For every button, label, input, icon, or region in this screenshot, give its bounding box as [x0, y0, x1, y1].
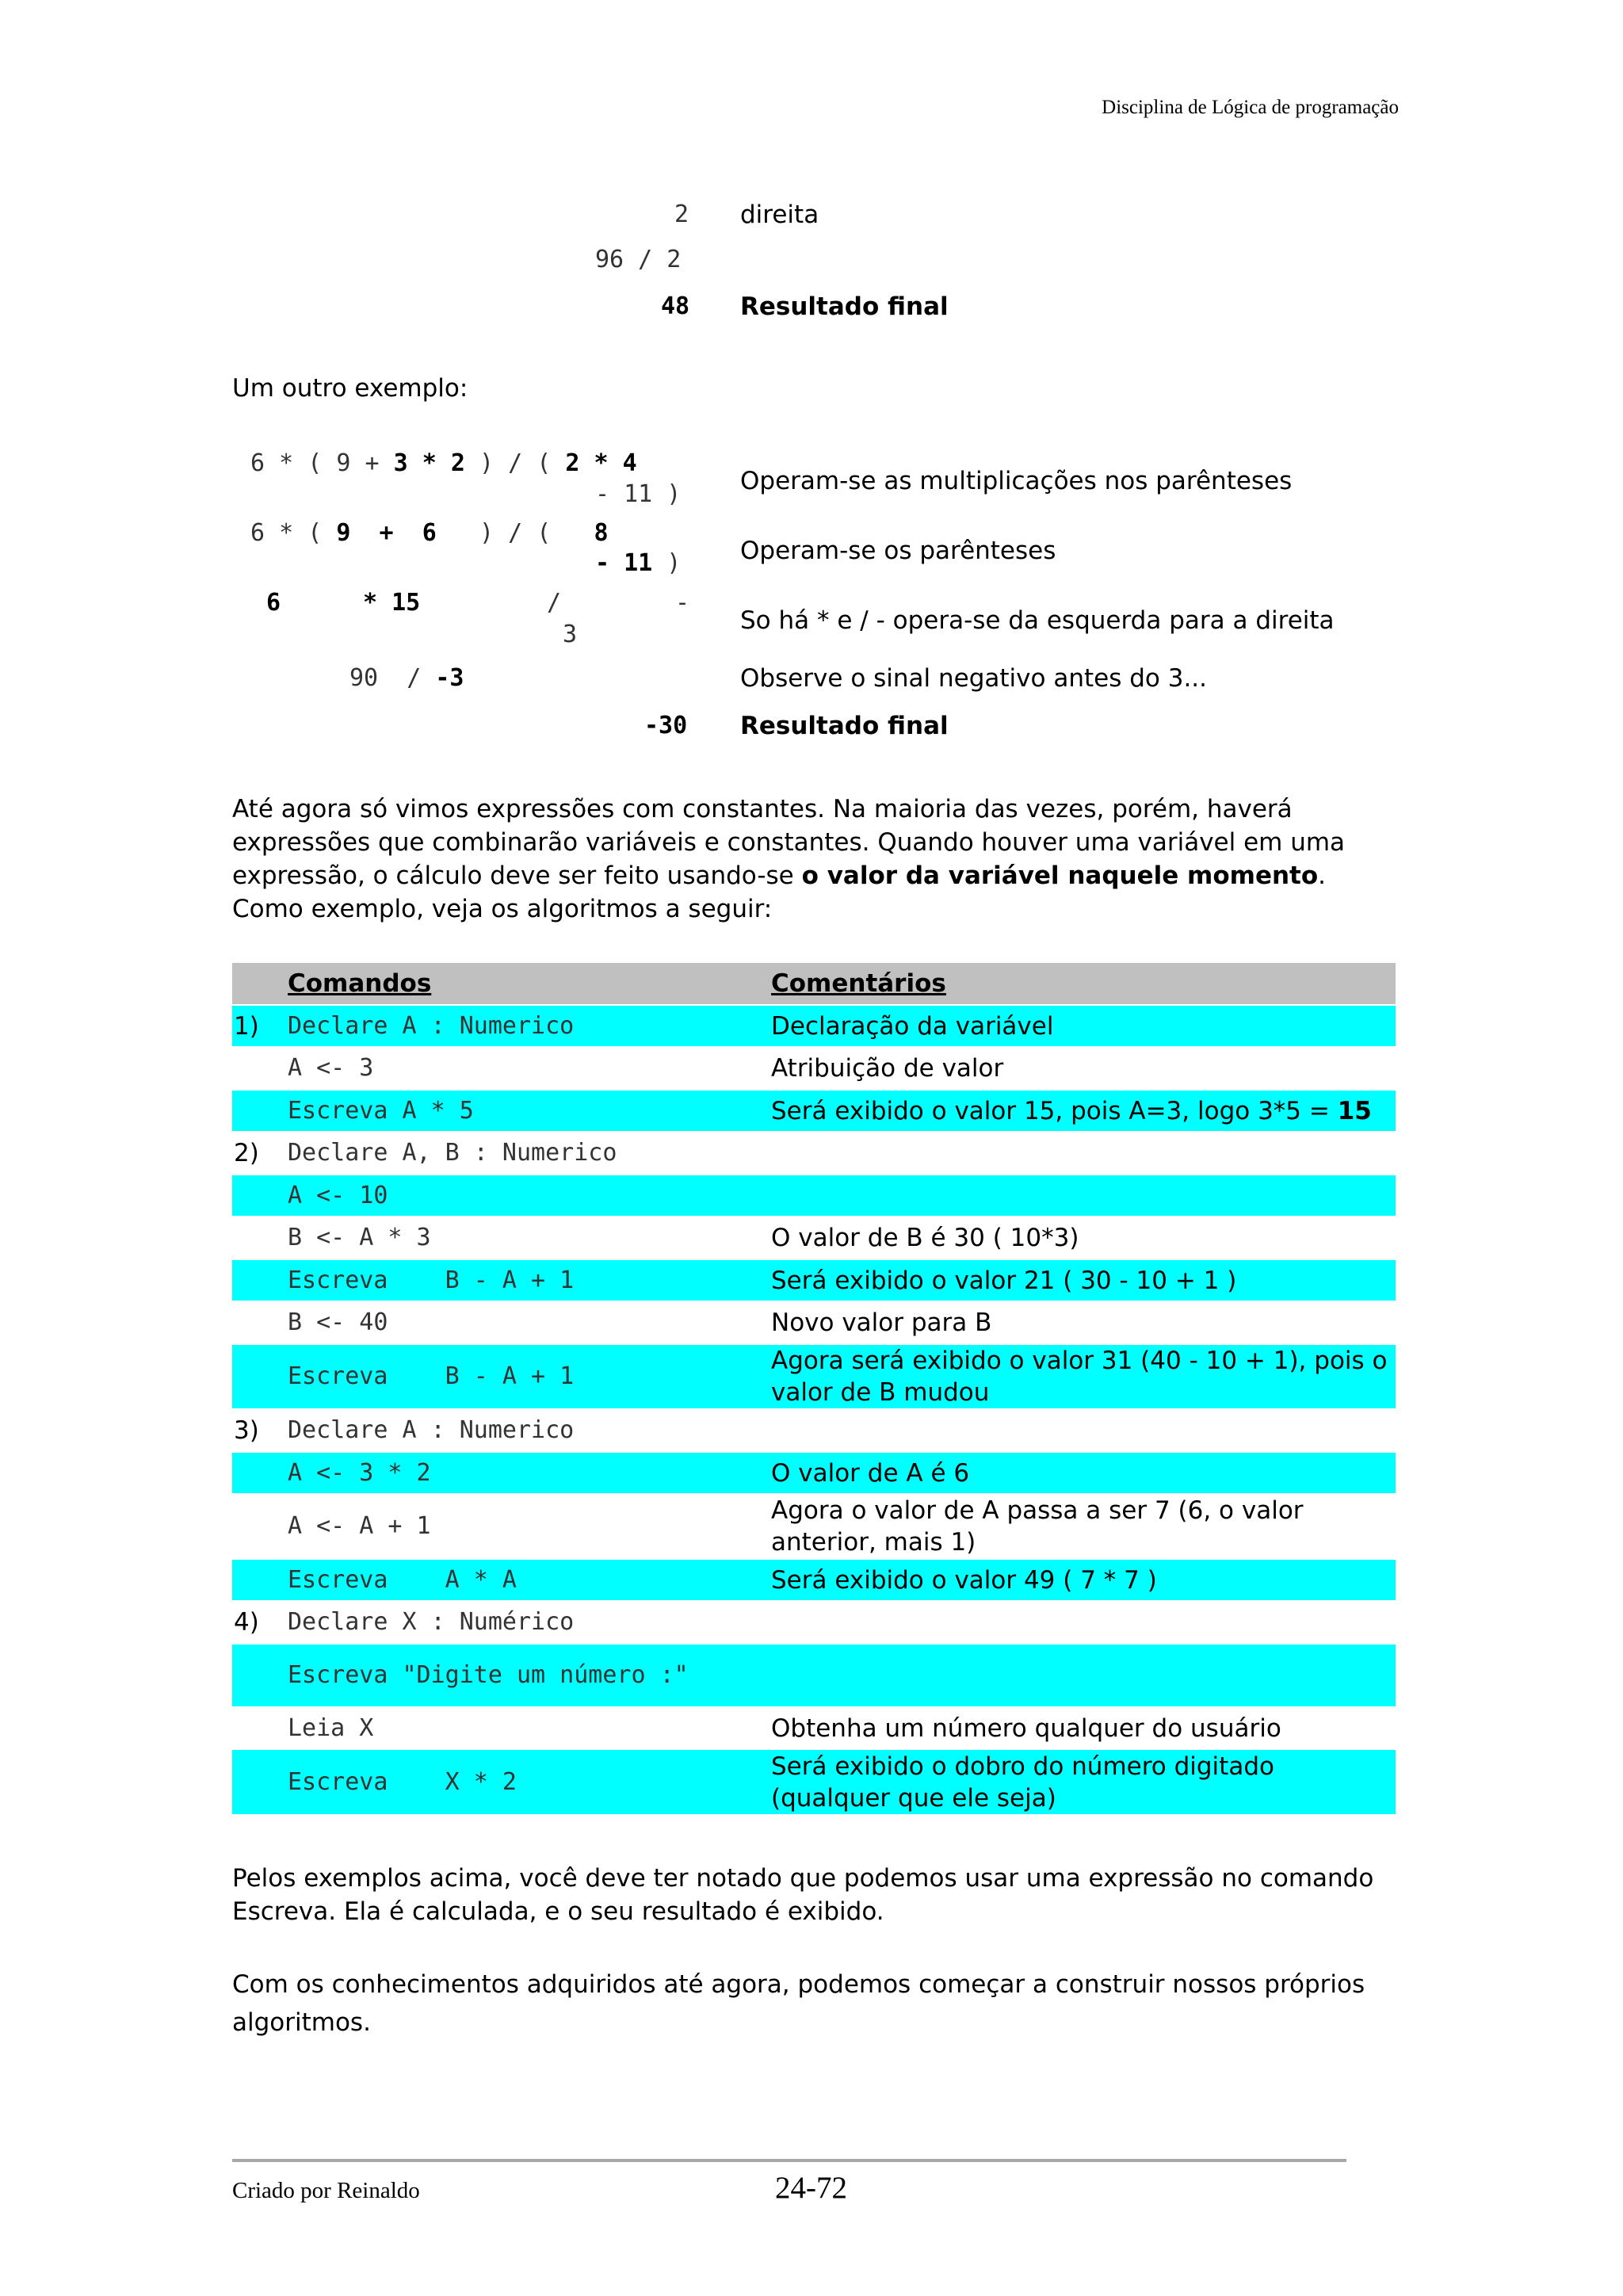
example-row3-d: - [675, 589, 690, 617]
row-number [232, 1175, 285, 1217]
table-row [232, 1644, 1396, 1707]
row-comment [768, 1090, 1396, 1132]
row-comment [768, 1259, 1396, 1301]
row-comment-text: Será exibido o valor 21 ( 30 - 10 + 1 ) [771, 1266, 1237, 1295]
row-comment [768, 1644, 1396, 1707]
row-command: Declare A : Numerico [285, 1005, 768, 1047]
table-row [232, 1175, 1396, 1217]
row-comment-text: O valor de B é 30 ( 10*3) [771, 1224, 1079, 1252]
row-number: 3) [232, 1409, 285, 1452]
example-row3-c: / [547, 589, 562, 617]
row-command: Escreva "Digite um número :" [285, 1644, 768, 1707]
row-comment [768, 1452, 1396, 1494]
conclusion-paragraph-1: Pelos exemplos acima, você deve ter notado que podemos usar uma expressão no comando Escreva. Ela é calculada, e o seu resultado é exibido. [232, 1864, 1374, 1926]
table-row [232, 1749, 1396, 1814]
row-command: Escreva A * A [285, 1559, 768, 1601]
header-title: Disciplina de Lógica de programação [1102, 97, 1399, 118]
row-number [232, 1494, 285, 1559]
row-comment [768, 1047, 1396, 1090]
table-row [232, 1559, 1396, 1601]
row-command: A <- A + 1 [285, 1494, 768, 1559]
row-comment-text: Agora o valor de A passa a ser 7 (6, o valor anterior, mais 1) [771, 1496, 1304, 1557]
row-command: Declare X : Numérico [285, 1601, 768, 1644]
row-number [232, 1707, 285, 1749]
example-row1-expr: 6 * ( 9 + 3 * 2 ) / ( 2 * 4 [250, 449, 637, 477]
row-comment [768, 1707, 1396, 1749]
row-command: Leia X [285, 1707, 768, 1749]
another-example-label: Um outro exemplo: [232, 374, 468, 403]
example-row1-comment: Operam-se as multiplicações nos parênteses [740, 467, 1293, 495]
row-comment [768, 1175, 1396, 1217]
row-comment [768, 1494, 1396, 1559]
row-comment-text: Será exibido o valor 15, pois A=3, logo 3*5 = [771, 1096, 1338, 1125]
commands-table [232, 961, 1396, 1814]
row-command: Escreva A * 5 [285, 1090, 768, 1132]
intro-paragraph: Até agora só vimos expressões com constantes. Na maioria das vezes, porém, haverá expressões que combinarão variáveis e constantes. Quando houver uma variável em uma expressão, o cálculo deve ser feito usando-se o valor da variável naquele momento. Como exemplo, veja os algoritmos a seguir: [232, 795, 1346, 923]
example-row3-b: * 15 [363, 589, 421, 617]
row-comment-bold: 15 [1337, 1096, 1372, 1125]
row-comment [768, 1559, 1396, 1601]
row-number: 2) [232, 1132, 285, 1175]
table-row [232, 1217, 1396, 1259]
top-expr-line2: 96 / 2 [595, 246, 682, 273]
conclusion-paragraph-2: Com os conhecimentos adquiridos até agora, podemos começar a construir nossos próprios algoritmos. [232, 1970, 1365, 2037]
top-comment-line3: Resultado final [740, 292, 949, 321]
row-comment-text: Será exibido o dobro do número digitado (qualquer que ele seja) [771, 1752, 1274, 1813]
example-row5-expr: -30 [644, 712, 688, 739]
row-command: B <- A * 3 [285, 1217, 768, 1259]
table-row [232, 1301, 1396, 1344]
row-command: Declare A : Numerico [285, 1409, 768, 1452]
table-header-row [232, 962, 1396, 1005]
row-number: 1) [232, 1005, 285, 1047]
row-command: Declare A, B : Numerico [285, 1132, 768, 1175]
top-comment-line1: direita [740, 201, 819, 229]
row-comment [768, 1409, 1396, 1452]
row-comment-text: O valor de A é 6 [771, 1458, 970, 1488]
top-expr-line3: 48 [661, 292, 690, 320]
row-number: 4) [232, 1601, 285, 1644]
row-comment [768, 1005, 1396, 1047]
table-row [232, 1409, 1396, 1452]
row-number [232, 1749, 285, 1814]
row-number [232, 1090, 285, 1132]
row-comment [768, 1601, 1396, 1644]
example-row2-expr: 6 * ( 9 + 6 ) / ( 8 [250, 519, 609, 547]
row-command: Escreva B - A + 1 [285, 1259, 768, 1301]
table-row [232, 1047, 1396, 1090]
footer-author: Criado por Reinaldo [232, 2178, 420, 2203]
row-number [232, 1047, 285, 1090]
header-comments: Comentários [768, 962, 1396, 1005]
row-comment [768, 1217, 1396, 1259]
row-command: Escreva X * 2 [285, 1749, 768, 1814]
table-row [232, 1005, 1396, 1047]
example-row2-comment: Operam-se os parênteses [740, 537, 1056, 565]
row-comment-text: Será exibido o valor 49 ( 7 * 7 ) [771, 1565, 1157, 1595]
row-number [232, 1301, 285, 1344]
row-comment-text: Atribuição de valor [771, 1054, 1004, 1083]
table-row [232, 1259, 1396, 1301]
example-row2-expr-cont: - 11 ) [595, 549, 682, 577]
row-comment [768, 1132, 1396, 1175]
row-number [232, 1644, 285, 1707]
table-row [232, 1707, 1396, 1749]
header-num-cell [232, 962, 285, 1005]
row-command: A <- 3 * 2 [285, 1452, 768, 1494]
footer-page-number: 24-72 [775, 2171, 847, 2205]
top-expr-line1: 2 [674, 201, 689, 228]
row-command: A <- 10 [285, 1175, 768, 1217]
table-row [232, 1344, 1396, 1409]
example-row4-comment: Observe o sinal negativo antes do 3... [740, 664, 1207, 693]
footer-divider [232, 2159, 1346, 2162]
row-command: A <- 3 [285, 1047, 768, 1090]
row-number [232, 1559, 285, 1601]
example-row3-e: 3 [563, 621, 578, 648]
table-row [232, 1494, 1396, 1559]
row-number [232, 1259, 285, 1301]
row-comment-text: Declaração da variável [771, 1011, 1054, 1041]
row-comment [768, 1301, 1396, 1344]
row-comment-text: Agora será exibido o valor 31 (40 - 10 + 1), pois o valor de B mudou [771, 1347, 1388, 1407]
row-comment [768, 1344, 1396, 1409]
row-command: B <- 40 [285, 1301, 768, 1344]
row-comment-text: Obtenha um número qualquer do usuário [771, 1713, 1281, 1743]
example-row5-comment: Resultado final [740, 712, 949, 740]
table-row [232, 1452, 1396, 1494]
row-comment-text: Novo valor para B [771, 1308, 992, 1337]
header-commands: Comandos [285, 962, 768, 1005]
table-row [232, 1090, 1396, 1132]
example-row4-expr: 90 / -3 [349, 664, 464, 692]
row-number [232, 1344, 285, 1409]
example-row3-a: 6 [266, 589, 281, 617]
row-comment [768, 1749, 1396, 1814]
example-row1-expr-cont: - 11 ) [595, 480, 682, 508]
row-command: Escreva B - A + 1 [285, 1344, 768, 1409]
table-row [232, 1132, 1396, 1175]
example-row3-comment: So há * e / - opera-se da esquerda para a direita [740, 606, 1335, 635]
table-row [232, 1601, 1396, 1644]
row-number [232, 1452, 285, 1494]
row-number [232, 1217, 285, 1259]
